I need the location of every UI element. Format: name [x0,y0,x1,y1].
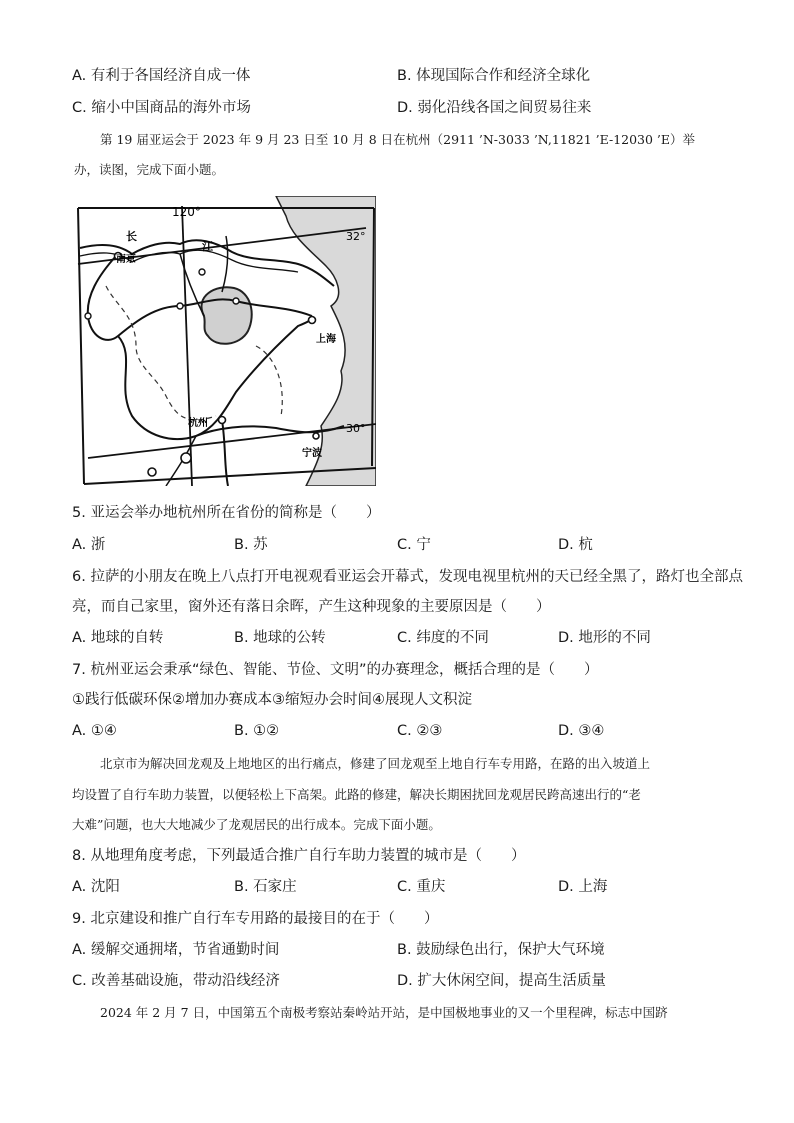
passage2-line1: 北京市为解决回龙观及上地地区的出行痛点，修建了回龙观至上地自行车专用路，在路的出入坡道上 [100,756,651,771]
passage1-line2: 办，读图，完成下面小题。 [74,162,225,177]
q7-items: ①践行低碳环保②增加办赛成本③缩短办会时间④展现人文积淀 [72,692,472,708]
q5-option-b: B. 苏 [234,537,268,553]
q5-option-a: A. 浙 [72,537,106,553]
q9-option-a: A. 缓解交通拥堵，节省通勤时间 [72,942,280,958]
q7-stem: 7. 杭州亚运会秉承“绿色、智能、节俭、文明”的办赛理念，概括合理的是（ ） [72,662,599,678]
q6-option-c: C. 纬度的不同 [397,630,489,646]
q7-option-c: C. ②③ [397,723,443,739]
q6-option-b: B. 地球的公转 [234,630,326,646]
q7-option-a: A. ①④ [72,723,117,739]
passage2-line3: 大难”问题，也大大地减少了龙观居民的出行成本。完成下面小题。 [72,817,441,832]
label-hangzhou: 杭州 [188,418,208,429]
q8-stem: 8. 从地理角度考虑，下列最适合推广自行车助力装置的城市是（ ） [72,848,526,864]
label-jiang: 江 [202,240,213,253]
q9-stem: 9. 北京建设和推广自行车专用路的最接目的在于（ ） [72,911,439,927]
q8-option-b: B. 石家庄 [234,879,297,895]
q4-option-a: A. 有利于各国经济自成一体 [72,68,251,84]
passage2-line2: 均设置了自行车助力装置，以便轻松上下高架。此路的修建，解决长期困扰回龙观居民跨高速出行的“老 [72,787,641,802]
q4-option-b: B. 体现国际合作和经济全球化 [397,68,591,84]
label-lon120: 120° [172,205,201,219]
label-shanghai: 上海 [316,334,336,345]
q6-line2: 亮，而自己家里，窗外还有落日余晖，产生这种现象的主要原因是（ ） [72,599,551,615]
label-nanjing: 南京 [116,254,136,265]
q9-option-d: D. 扩大休闲空间，提高生活质量 [397,973,606,989]
q4-option-d: D. 弱化沿线各国之间贸易往来 [397,100,592,116]
q8-option-d: D. 上海 [558,879,608,895]
q8-option-a: A. 沈阳 [72,879,120,895]
label-lat30: 30° [346,422,366,435]
q5-option-c: C. 宁 [397,537,431,553]
q8-option-c: C. 重庆 [397,879,446,895]
passage3-line1: 2024 年 2 月 7 日，中国第五个南极考察站秦岭站开站，是中国极地事业的又一个里程碑，标志中国跻 [100,1005,668,1020]
q9-option-b: B. 鼓励绿色出行，保护大气环境 [397,942,605,958]
q6-option-a: A. 地球的自转 [72,630,164,646]
hangzhou-region-map [76,196,376,486]
q9-option-c: C. 改善基础设施，带动沿线经济 [72,973,280,989]
q4-option-c: C. 缩小中国商品的海外市场 [72,100,251,116]
q7-option-d: D. ③④ [558,723,605,739]
q6-option-d: D. 地形的不同 [558,630,651,646]
label-ningbo: 宁波 [302,448,322,459]
passage1-line1: 第 19 届亚运会于 2023 年 9 月 23 日至 10 月 8 日在杭州（2911 ’N-3033 ’N,11821 ’E-12030 ’E）举 [100,132,696,147]
q5-stem: 5. 亚运会举办地杭州所在省份的简称是（ ） [72,505,381,521]
q7-option-b: B. ①② [234,723,280,739]
label-lat32: 32° [346,230,366,243]
label-chang: 长 [126,230,137,243]
q6-line1: 6. 拉萨的小朋友在晚上八点打开电视观看亚运会开幕式，发现电视里杭州的天已经全黑了，路灯也全部点 [72,569,743,585]
q5-option-d: D. 杭 [558,537,593,553]
